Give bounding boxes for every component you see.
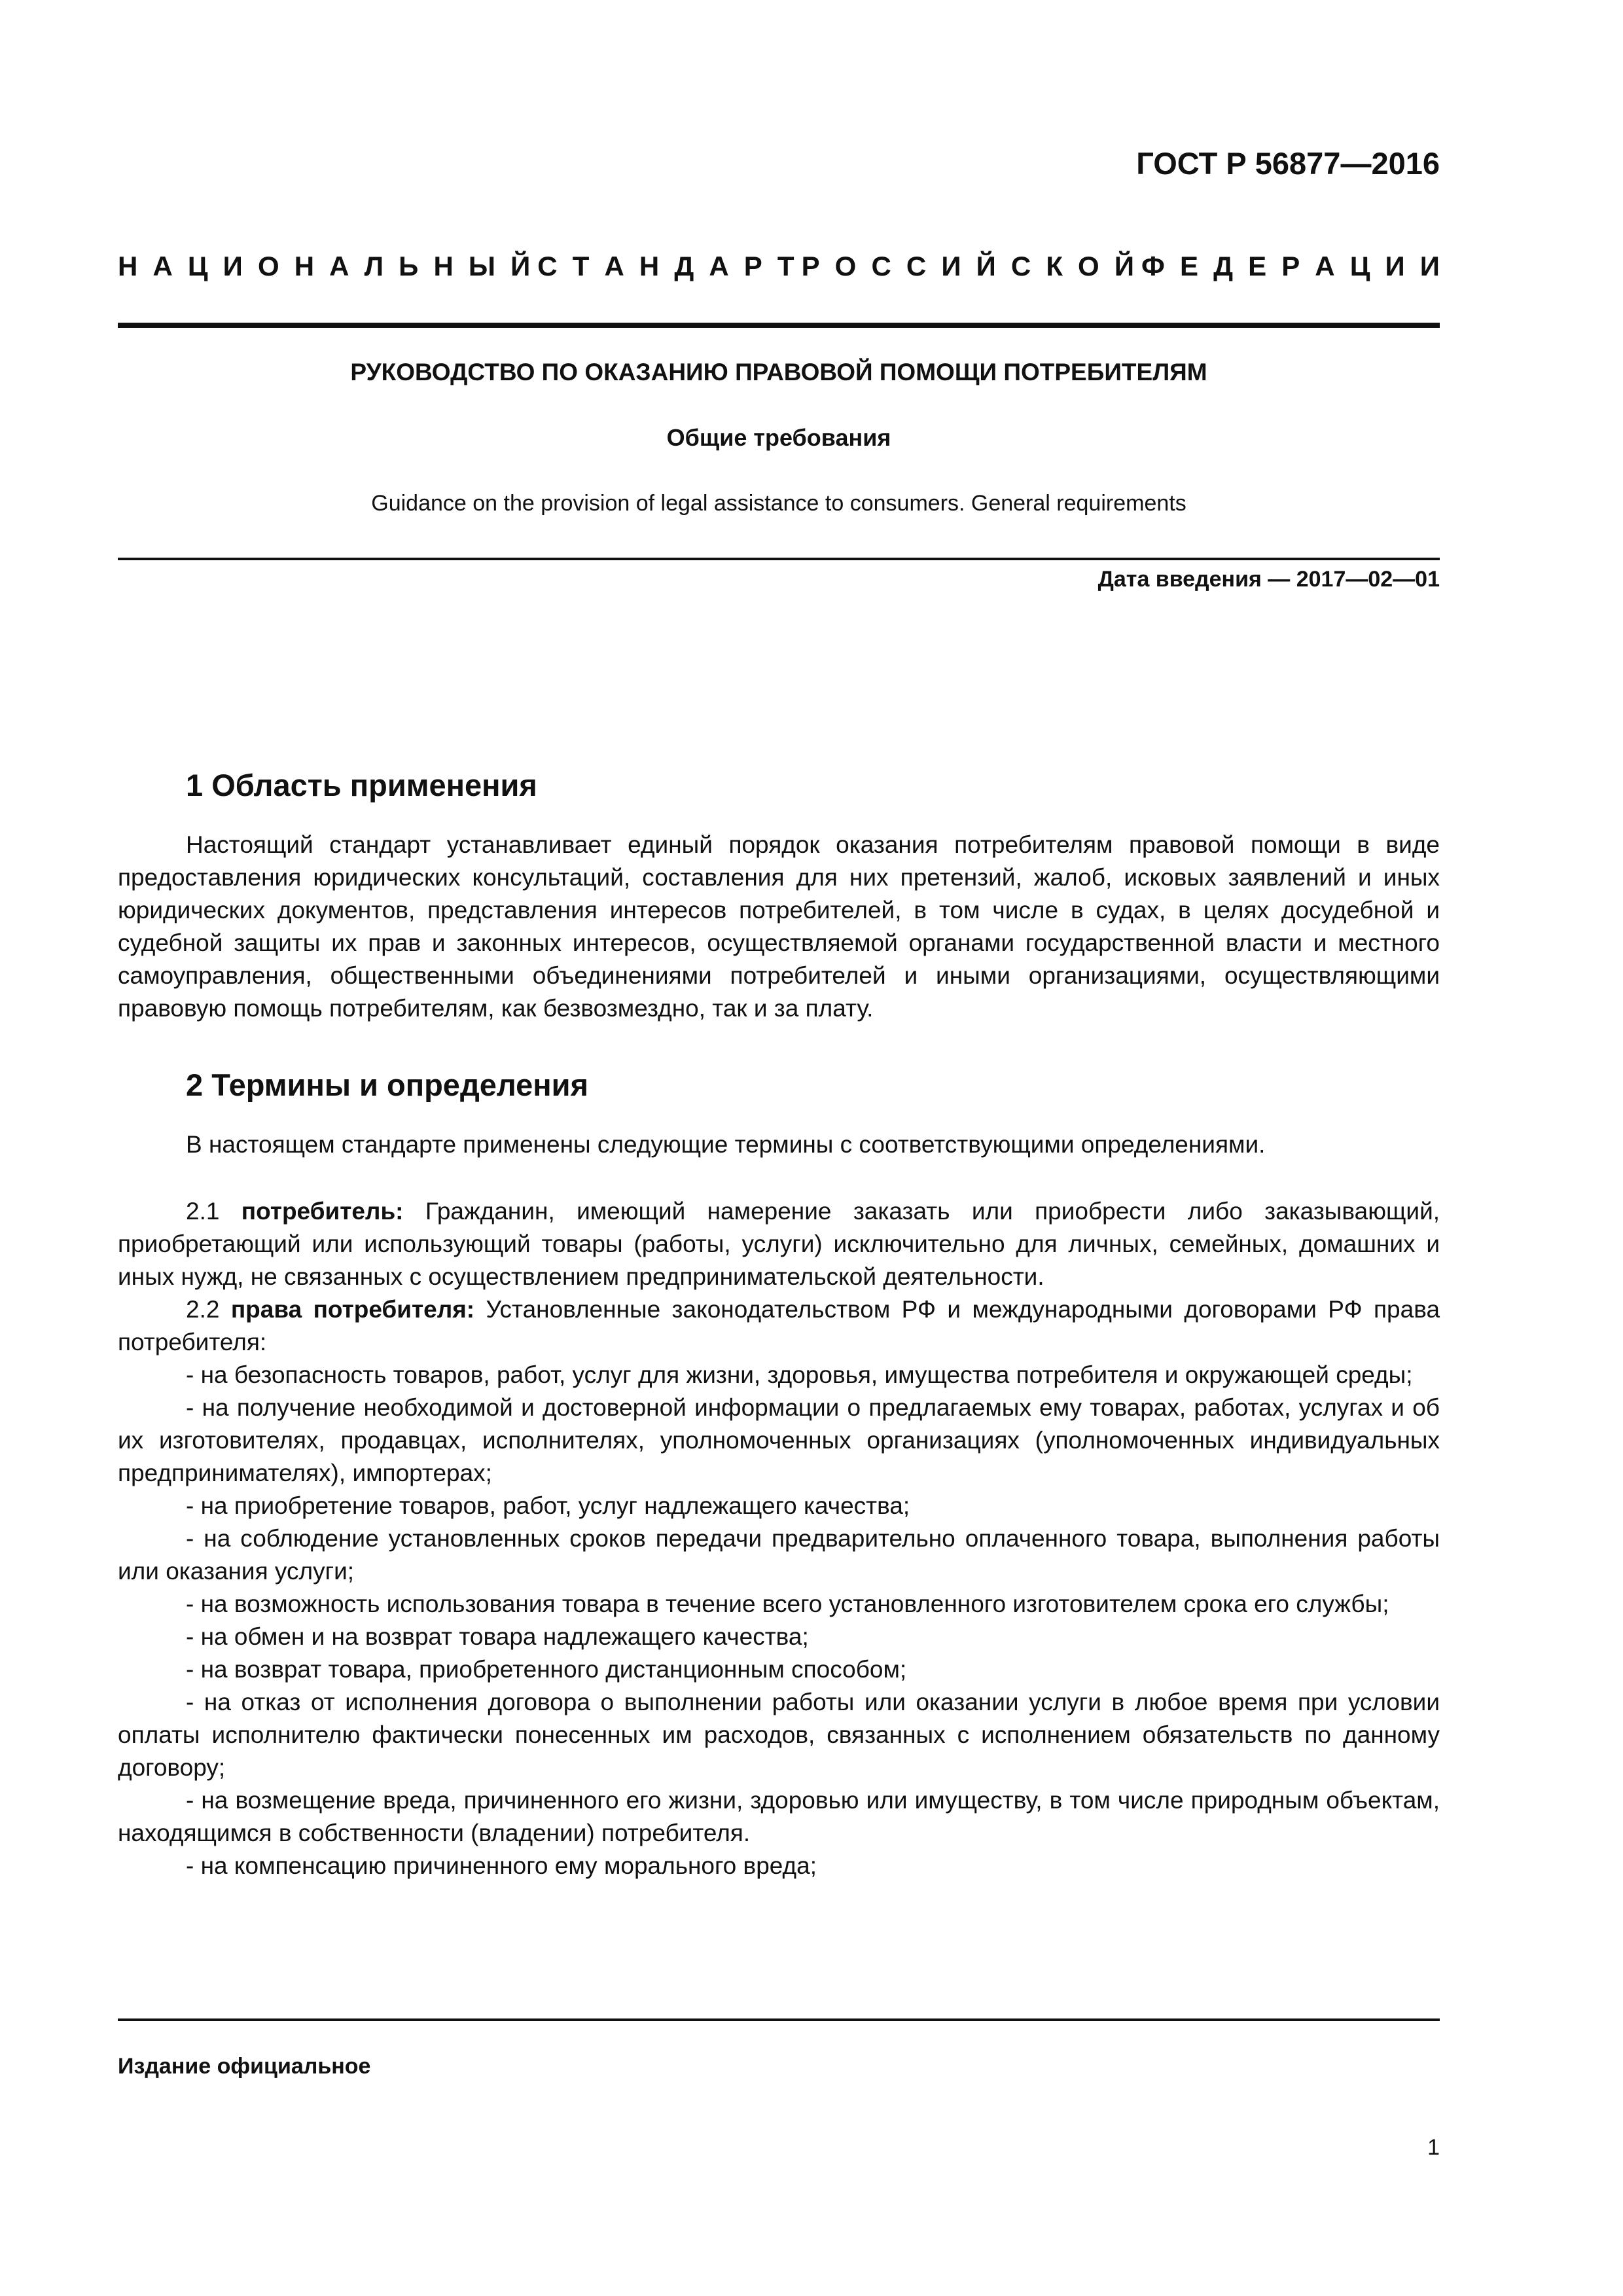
term-number: 2.1 bbox=[186, 1198, 220, 1225]
list-item: - на приобретение товаров, работ, услуг надлежащего качества; bbox=[186, 1492, 910, 1519]
banner-word-3: Р О С С И Й С К О Й bbox=[801, 251, 1134, 281]
document-subtitle: Общие требования bbox=[666, 424, 891, 451]
list-item: - на отказ от исполнения договора о выполнении работы или оказании услуги в любое время при условии оплаты исполнителю фактически понесенных им расходов, связанных с исполнением обязательств по данному договору; bbox=[118, 1689, 1440, 1781]
national-standard-banner bbox=[118, 251, 1440, 282]
standard-code: ГОСТ Р 56877—2016 bbox=[1136, 146, 1440, 181]
term-name: права потребителя: bbox=[230, 1296, 475, 1323]
list-item: - на возмещение вреда, причиненного его жизни, здоровью или имуществу, в том числе природным объектам, находящимся в собственности (владении) потребителя. bbox=[118, 1787, 1440, 1846]
document-title: РУКОВОДСТВО ПО ОКАЗАНИЮ ПРАВОВОЙ ПОМОЩИ ПОТРЕБИТЕЛЯМ bbox=[350, 359, 1207, 386]
footer-divider bbox=[118, 2018, 1440, 2021]
header-divider bbox=[118, 323, 1440, 328]
edition-label: Издание официальное bbox=[118, 2054, 371, 2079]
term-consumer bbox=[118, 1195, 1440, 1293]
term-definition: Установленные законодательством РФ и международными договорами РФ права потребителя: bbox=[118, 1296, 1440, 1355]
banner-word-4: Ф Е Д Е Р А Ц И И bbox=[1141, 251, 1440, 281]
banner-word-1: Н А Ц И О Н А Л Ь Н Ы Й bbox=[118, 251, 531, 281]
banner-word-2: С Т А Н Д А Р Т bbox=[537, 251, 794, 281]
list-item: - на обмен и на возврат товара надлежащего качества; bbox=[186, 1623, 809, 1650]
section-2-intro: В настоящем стандарте применены следующие термины с соответствующими определениями. bbox=[186, 1131, 1266, 1158]
page-number: 1 bbox=[1427, 2135, 1440, 2160]
list-item: - на компенсацию причиненного ему морального вреда; bbox=[186, 1852, 817, 1879]
list-item: - на возврат товара, приобретенного дистанционным способом; bbox=[186, 1656, 907, 1683]
section-1-text: Настоящий стандарт устанавливает единый порядок оказания потребителям правовой помощи в виде предоставления юридических консультаций, составления для них претензий, жалоб, исковых заявлений и иных юридических документов, представления интересов потребителей, в том числе в судах, в целях досудебной и судебной защиты их прав и законных интересов, осуществляемой органами государственной власти и местного самоуправления, общественными объединениями потребителей и иными организациями, осуществляющими правовую помощь потребителям, как безвозмездно, так и за плату. bbox=[118, 831, 1440, 1022]
section-1-heading: 1 Область применения bbox=[186, 768, 537, 802]
term-number: 2.2 bbox=[186, 1296, 220, 1323]
term-name: потребитель: bbox=[241, 1198, 404, 1225]
list-item: - на безопасность товаров, работ, услуг для жизни, здоровья, имущества потребителя и окружающей среды; bbox=[186, 1361, 1413, 1388]
list-item: - на получение необходимой и достоверной информации о предлагаемых ему товарах, работах, услугах и об их изготовителях, продавцах, исполнителях, уполномоченных организациях (уполномоченных индивидуальных предпринимателях), импортерах; bbox=[118, 1394, 1440, 1486]
document-body bbox=[118, 759, 1440, 1882]
introduction-date: Дата введения — 2017—02—01 bbox=[1097, 567, 1440, 592]
list-item: - на соблюдение установленных сроков передачи предварительно оплаченного товара, выполнения работы или оказания услуги; bbox=[118, 1525, 1440, 1585]
title-divider bbox=[118, 558, 1440, 560]
term-definition: Гражданин, имеющий намерение заказать или приобрести либо заказывающий, приобретающий или использующий товары (работы, услуги) исключительно для личных, семейных, домашних и иных нужд, не связанных с осуществлением предпринимательской деятельности. bbox=[118, 1198, 1440, 1290]
list-item: - на возможность использования товара в течение всего установленного изготовителем срока его службы; bbox=[186, 1590, 1389, 1617]
term-consumer-rights bbox=[118, 1293, 1440, 1359]
english-title: Guidance on the provision of legal assistance to consumers. General requirements bbox=[371, 491, 1186, 516]
document-page bbox=[118, 0, 1440, 2296]
section-2-heading: 2 Термины и определения bbox=[186, 1067, 588, 1102]
